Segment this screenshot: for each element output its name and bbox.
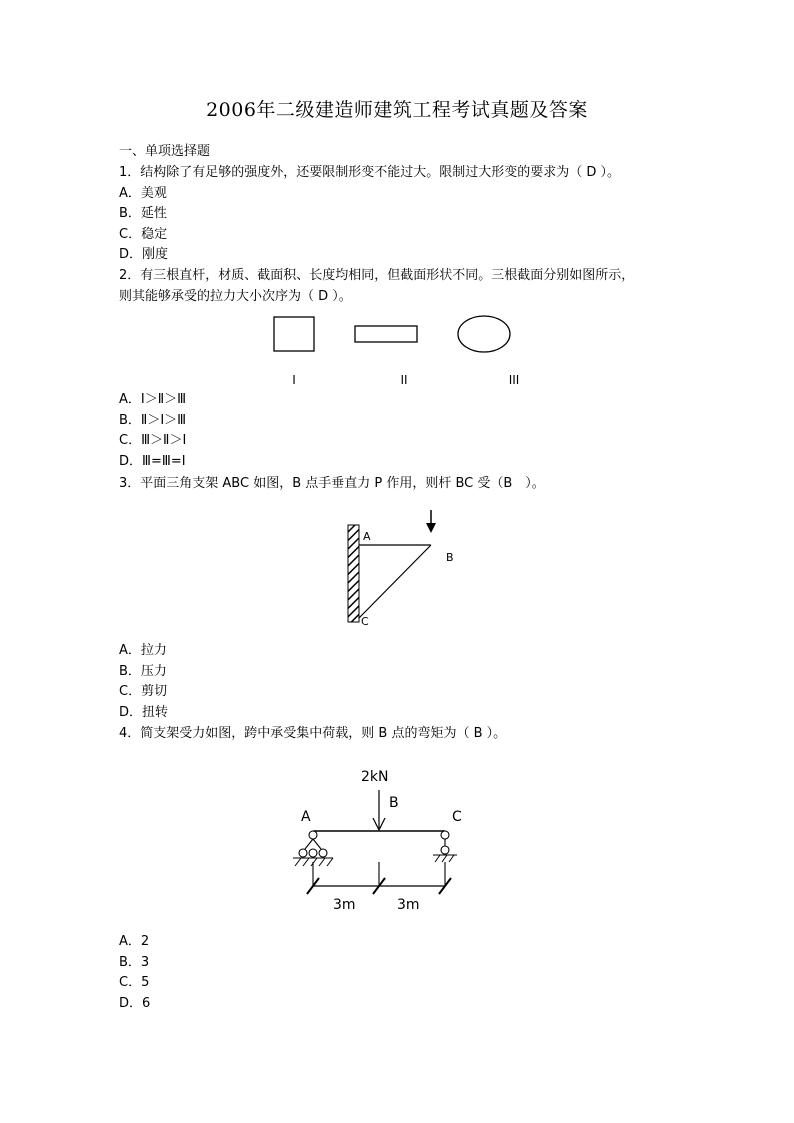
span-label-2: 3m — [397, 897, 420, 913]
rectangle-section — [355, 326, 417, 342]
simply-supported-beam-figure — [285, 762, 470, 917]
question-1-option-b: B．延性 — [119, 206, 167, 221]
square-section — [274, 317, 314, 351]
question-4-stem: 4．简支架受力如图，跨中承受集中荷载，则 B 点的弯矩为（ B ）。 — [119, 726, 507, 741]
section-heading: 一、单项选择题 — [119, 144, 211, 159]
question-3-option-a: A．拉力 — [119, 643, 167, 658]
question-4-option-b: B．3 — [119, 955, 150, 970]
member-bc — [359, 545, 431, 618]
cross-section-figure — [260, 308, 530, 390]
question-2-option-d: D．Ⅲ=Ⅲ=Ⅰ — [119, 454, 186, 469]
question-2-option-b: B．Ⅱ＞Ⅰ＞Ⅲ — [119, 413, 187, 428]
question-1-stem: 1．结构除了有足够的强度外，还要限制形变不能过大。限制过大形变的要求为（ D ）。 — [119, 165, 621, 180]
question-2-stem-line2: 则其能够承受的拉力大小次序为（ D ）。 — [119, 289, 352, 304]
left-support — [293, 831, 333, 866]
question-1-option-a: A．美观 — [119, 186, 167, 201]
wall-support — [348, 525, 359, 622]
point-label-b: B — [446, 551, 454, 564]
load-arrow-icon — [426, 523, 436, 533]
document-title: 2006年二级建造师建筑工程考试真题及答案 — [206, 99, 588, 121]
question-3-option-c: C．剪切 — [119, 684, 168, 699]
triangle-bracket-figure — [340, 505, 470, 630]
point-label-c: C — [452, 809, 462, 825]
load-label: 2kN — [361, 769, 389, 785]
question-4-option-c: C．5 — [119, 975, 150, 990]
question-4-option-a: A．2 — [119, 934, 150, 949]
question-4-option-d: D．6 — [119, 996, 151, 1011]
point-label-a: A — [363, 530, 371, 543]
question-1-option-c: C．稳定 — [119, 227, 168, 242]
dimension-line — [307, 862, 451, 894]
section-label-2: II — [400, 373, 408, 387]
question-2-option-c: C．Ⅲ＞Ⅱ＞Ⅰ — [119, 433, 187, 448]
question-3-stem: 3．平面三角支架 ABC 如图，B 点手垂直力 P 作用，则杆 BC 受（B ）。 — [119, 476, 545, 491]
span-label-1: 3m — [333, 897, 356, 913]
question-3-option-b: B．压力 — [119, 664, 167, 679]
question-1-option-d: D．刚度 — [119, 247, 169, 262]
point-label-c: C — [361, 615, 369, 628]
question-2-stem: 2．有三根直杆，材质、截面积、长度均相同，但截面形状不同。三根截面分别如图所示， — [119, 268, 635, 283]
right-support — [433, 831, 457, 862]
point-label-b: B — [389, 795, 399, 811]
section-label-1: I — [292, 373, 296, 387]
section-label-3: III — [508, 373, 520, 387]
point-label-a: A — [301, 809, 311, 825]
question-2-option-a: A．Ⅰ＞Ⅱ＞Ⅲ — [119, 392, 187, 407]
ellipse-section — [458, 316, 510, 352]
question-3-option-d: D．扭转 — [119, 705, 169, 720]
